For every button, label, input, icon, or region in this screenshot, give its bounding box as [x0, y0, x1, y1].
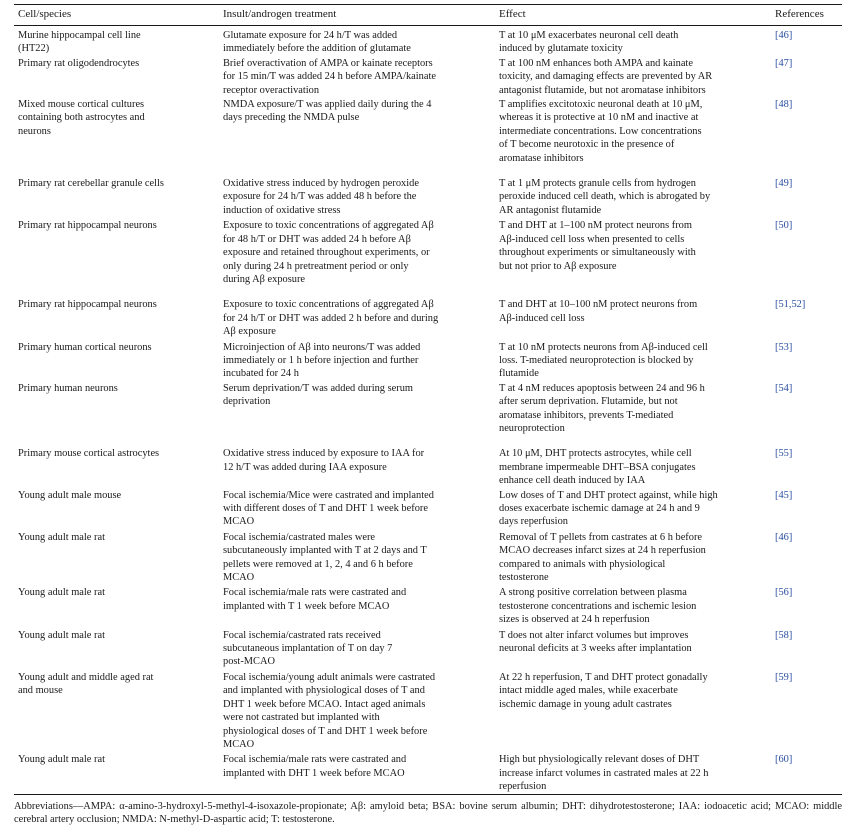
cell-species: Primary rat oligodendrocytes [18, 57, 140, 69]
header-references: References [775, 8, 824, 20]
header-insult-treatment: Insult/androgen treatment [223, 8, 337, 20]
cell-effect: T and DHT at 1–100 nM protect neurons from Aβ-induced cell loss when presented to cells throughout experiments or simultaneously with but not prior to Aβ exposure [499, 220, 696, 272]
table-row [14, 488, 842, 529]
cell-treatment: NMDA exposure/T was applied daily during the 4 days preceding the NMDA pulse [223, 99, 432, 124]
cell-reference-link[interactable]: [50] [775, 220, 793, 232]
cell-reference-link[interactable]: [45] [775, 489, 793, 501]
cell-species: Young adult and middle aged rat and mouse [18, 671, 154, 697]
table-row [14, 529, 842, 585]
table-body [14, 26, 842, 794]
cell-species: Primary rat cerebellar granule cells [18, 178, 164, 190]
cell-species: Primary rat hippocampal neurons [18, 220, 157, 232]
table-row [14, 286, 842, 338]
cell-reference-link[interactable]: [48] [775, 99, 793, 111]
cell-treatment: Exposure to toxic concentrations of aggregated Aβ for 24 h/T or DHT was added 2 h before and during Aβ exposure [223, 299, 439, 338]
table-row [14, 217, 842, 286]
cell-effect: T amplifies excitotoxic neuronal death at 10 μM, whereas it is protective at 10 nM and inactive at intermediate concentrations. Low concentrations of T become neurotoxic in the presence of aromatase inhibitors [499, 99, 703, 164]
cell-treatment: Focal ischemia/Mice were castrated and implanted with different doses of T and DHT 1 week before MCAO [223, 489, 434, 528]
cell-effect: Removal of T pellets from castrates at 6 h before MCAO decreases infarct sizes at 24 h reperfusion compared to animals with physiological testosterone [499, 531, 706, 584]
cell-species: Primary human neurons [18, 382, 118, 394]
androgen-effects-table [14, 4, 842, 826]
cell-reference-link[interactable]: [46] [775, 30, 793, 41]
cell-effect: T does not alter infarct volumes but improves neuronal deficits at 3 weeks after implantation [499, 629, 692, 655]
cell-species: Mixed mouse cortical cultures containing both astrocytes and neurons [18, 99, 145, 137]
table-row [14, 339, 842, 381]
table-row [14, 627, 842, 669]
cell-species: Primary mouse cortical astrocytes [18, 448, 160, 460]
cell-reference-link[interactable]: [47] [775, 57, 793, 69]
cell-effect: At 10 μM, DHT protects astrocytes, while cell membrane impermeable DHT–BSA conjugates enhance cell death induced by IAA [499, 448, 696, 487]
cell-effect: T at 4 nM reduces apoptosis between 24 and 96 h after serum deprivation. Flutamide, but not aromatase inhibitors, prevents T-mediated neuroprotection [499, 382, 705, 434]
cell-treatment: Focal ischemia/male rats were castrated and implanted with DHT 1 week before MCAO [223, 754, 407, 779]
cell-species: Young adult male mouse [18, 489, 122, 501]
cell-effect: T and DHT at 10–100 nM protect neurons from Aβ-induced cell loss [499, 299, 698, 324]
cell-treatment: Serum deprivation/T was added during serum deprivation [223, 382, 413, 408]
cell-reference-link[interactable]: [46] [775, 531, 793, 543]
cell-reference-link[interactable]: [59] [775, 671, 793, 683]
table-row [14, 584, 842, 626]
cell-treatment: Focal ischemia/castrated rats received subcutaneous implantation of T on day 7 post-MCAO [223, 629, 393, 668]
table-row [14, 26, 842, 56]
cell-reference-link[interactable]: [49] [775, 178, 793, 190]
cell-effect: High but physiologically relevant doses of DHT increase infarct volumes in castrated males at 22 h reperfusion [499, 754, 709, 793]
cell-reference-link[interactable]: [54] [775, 382, 793, 394]
cell-effect: T at 10 μM exacerbates neuronal cell death induced by glutamate toxicity [499, 30, 679, 55]
cell-species: Young adult male rat [18, 531, 105, 543]
table-row [14, 435, 842, 487]
cell-effect: At 22 h reperfusion, T and DHT protect gonadally intact middle aged males, while exacerbate ischemic damage in young adult castrates [499, 671, 708, 710]
cell-effect: T at 100 nM enhances both AMPA and kainate toxicity, and damaging effects are prevented by AR antagonist flutamide, but not aromatase inhibitors [499, 57, 713, 96]
cell-species: Primary human cortical neurons [18, 341, 152, 353]
header-effect: Effect [499, 8, 526, 20]
cell-species: Young adult male rat [18, 754, 105, 766]
table-row [14, 56, 842, 97]
table-row [14, 669, 842, 751]
cell-treatment: Brief overactivation of AMPA or kainate receptors for 15 min/T was added 24 h before AMPA/kainate receptor overactivation [223, 57, 436, 96]
cell-treatment: Focal ischemia/castrated males were subcutaneously implanted with T at 2 days and T pellets were removed at 1, 2, 4 and 6 h before MCAO [223, 531, 427, 584]
cell-species: Young adult male rat [18, 587, 105, 599]
cell-treatment: Microinjection of Aβ into neurons/T was added immediately or 1 h before injection and further incubated for 24 h [223, 341, 421, 380]
cell-reference-link[interactable]: [60] [775, 754, 793, 766]
cell-species: Murine hippocampal cell line (HT22) [18, 30, 141, 55]
cell-species: Young adult male rat [18, 629, 105, 641]
cell-effect: A strong positive correlation between plasma testosterone concentrations and ischemic lesion sizes is observed at 24 h reperfusion [499, 587, 697, 626]
cell-treatment: Exposure to toxic concentrations of aggregated Aβ for 48 h/T or DHT was added 24 h before Aβ exposure and retained throughout experiments, or only during 24 h pretreatment period or only during Aβ exposure [223, 220, 434, 285]
cell-treatment: Focal ischemia/male rats were castrated and implanted with T 1 week before MCAO [223, 587, 407, 612]
cell-treatment: Glutamate exposure for 24 h/T was added immediately before the addition of glutamate [223, 30, 411, 55]
table-header [14, 5, 842, 25]
cell-reference-link[interactable]: [55] [775, 448, 793, 460]
cell-treatment: Oxidative stress induced by hydrogen peroxide exposure for 24 h/T was added 48 h before the induction of oxidative stress [223, 178, 419, 216]
abbreviations-footnote: Abbreviations—AMPA: α-amino-3-hydroxyl-5-methyl-4-isoxazole-propionate; Aβ: amyloid beta; BSA: bovine serum albumin; DHT: dihydrotestosterone; IAA: iodoacetic acid; MCAO: middle cerebral artery occlusion; NMDA: N-methyl-D-aspartic acid; T: testosterone. [14, 800, 842, 825]
cell-effect: T at 1 μM protects granule cells from hydrogen peroxide induced cell death, which is abrogated by AR antagonist flutamide [499, 178, 711, 216]
cell-treatment: Focal ischemia/young adult animals were castrated and implanted with physiological doses of T and DHT 1 week before MCAO. Intact aged animals were not castrated but implanted with physiological doses of T and DHT 1 week before MCAO [223, 671, 436, 750]
cell-reference-link[interactable]: [56] [775, 587, 793, 599]
cell-effect: T at 10 nM protects neurons from Aβ-induced cell loss. T-mediated neuroprotection is blocked by flutamide [499, 341, 708, 380]
table-row [14, 97, 842, 165]
header-cell-species: Cell/species [18, 8, 72, 20]
cell-species: Primary rat hippocampal neurons [18, 299, 157, 311]
table-row [14, 165, 842, 217]
cell-reference-link[interactable]: [51,52] [775, 299, 806, 311]
table-row [14, 381, 842, 436]
cell-reference-link[interactable]: [58] [775, 629, 793, 641]
cell-treatment: Oxidative stress induced by exposure to IAA for 12 h/T was added during IAA exposure [223, 448, 425, 473]
cell-reference-link[interactable]: [53] [775, 341, 793, 353]
cell-effect: Low doses of T and DHT protect against, while high doses exacerbate ischemic damage at 24 h and 9 days reperfusion [499, 489, 718, 528]
table-row [14, 751, 842, 793]
